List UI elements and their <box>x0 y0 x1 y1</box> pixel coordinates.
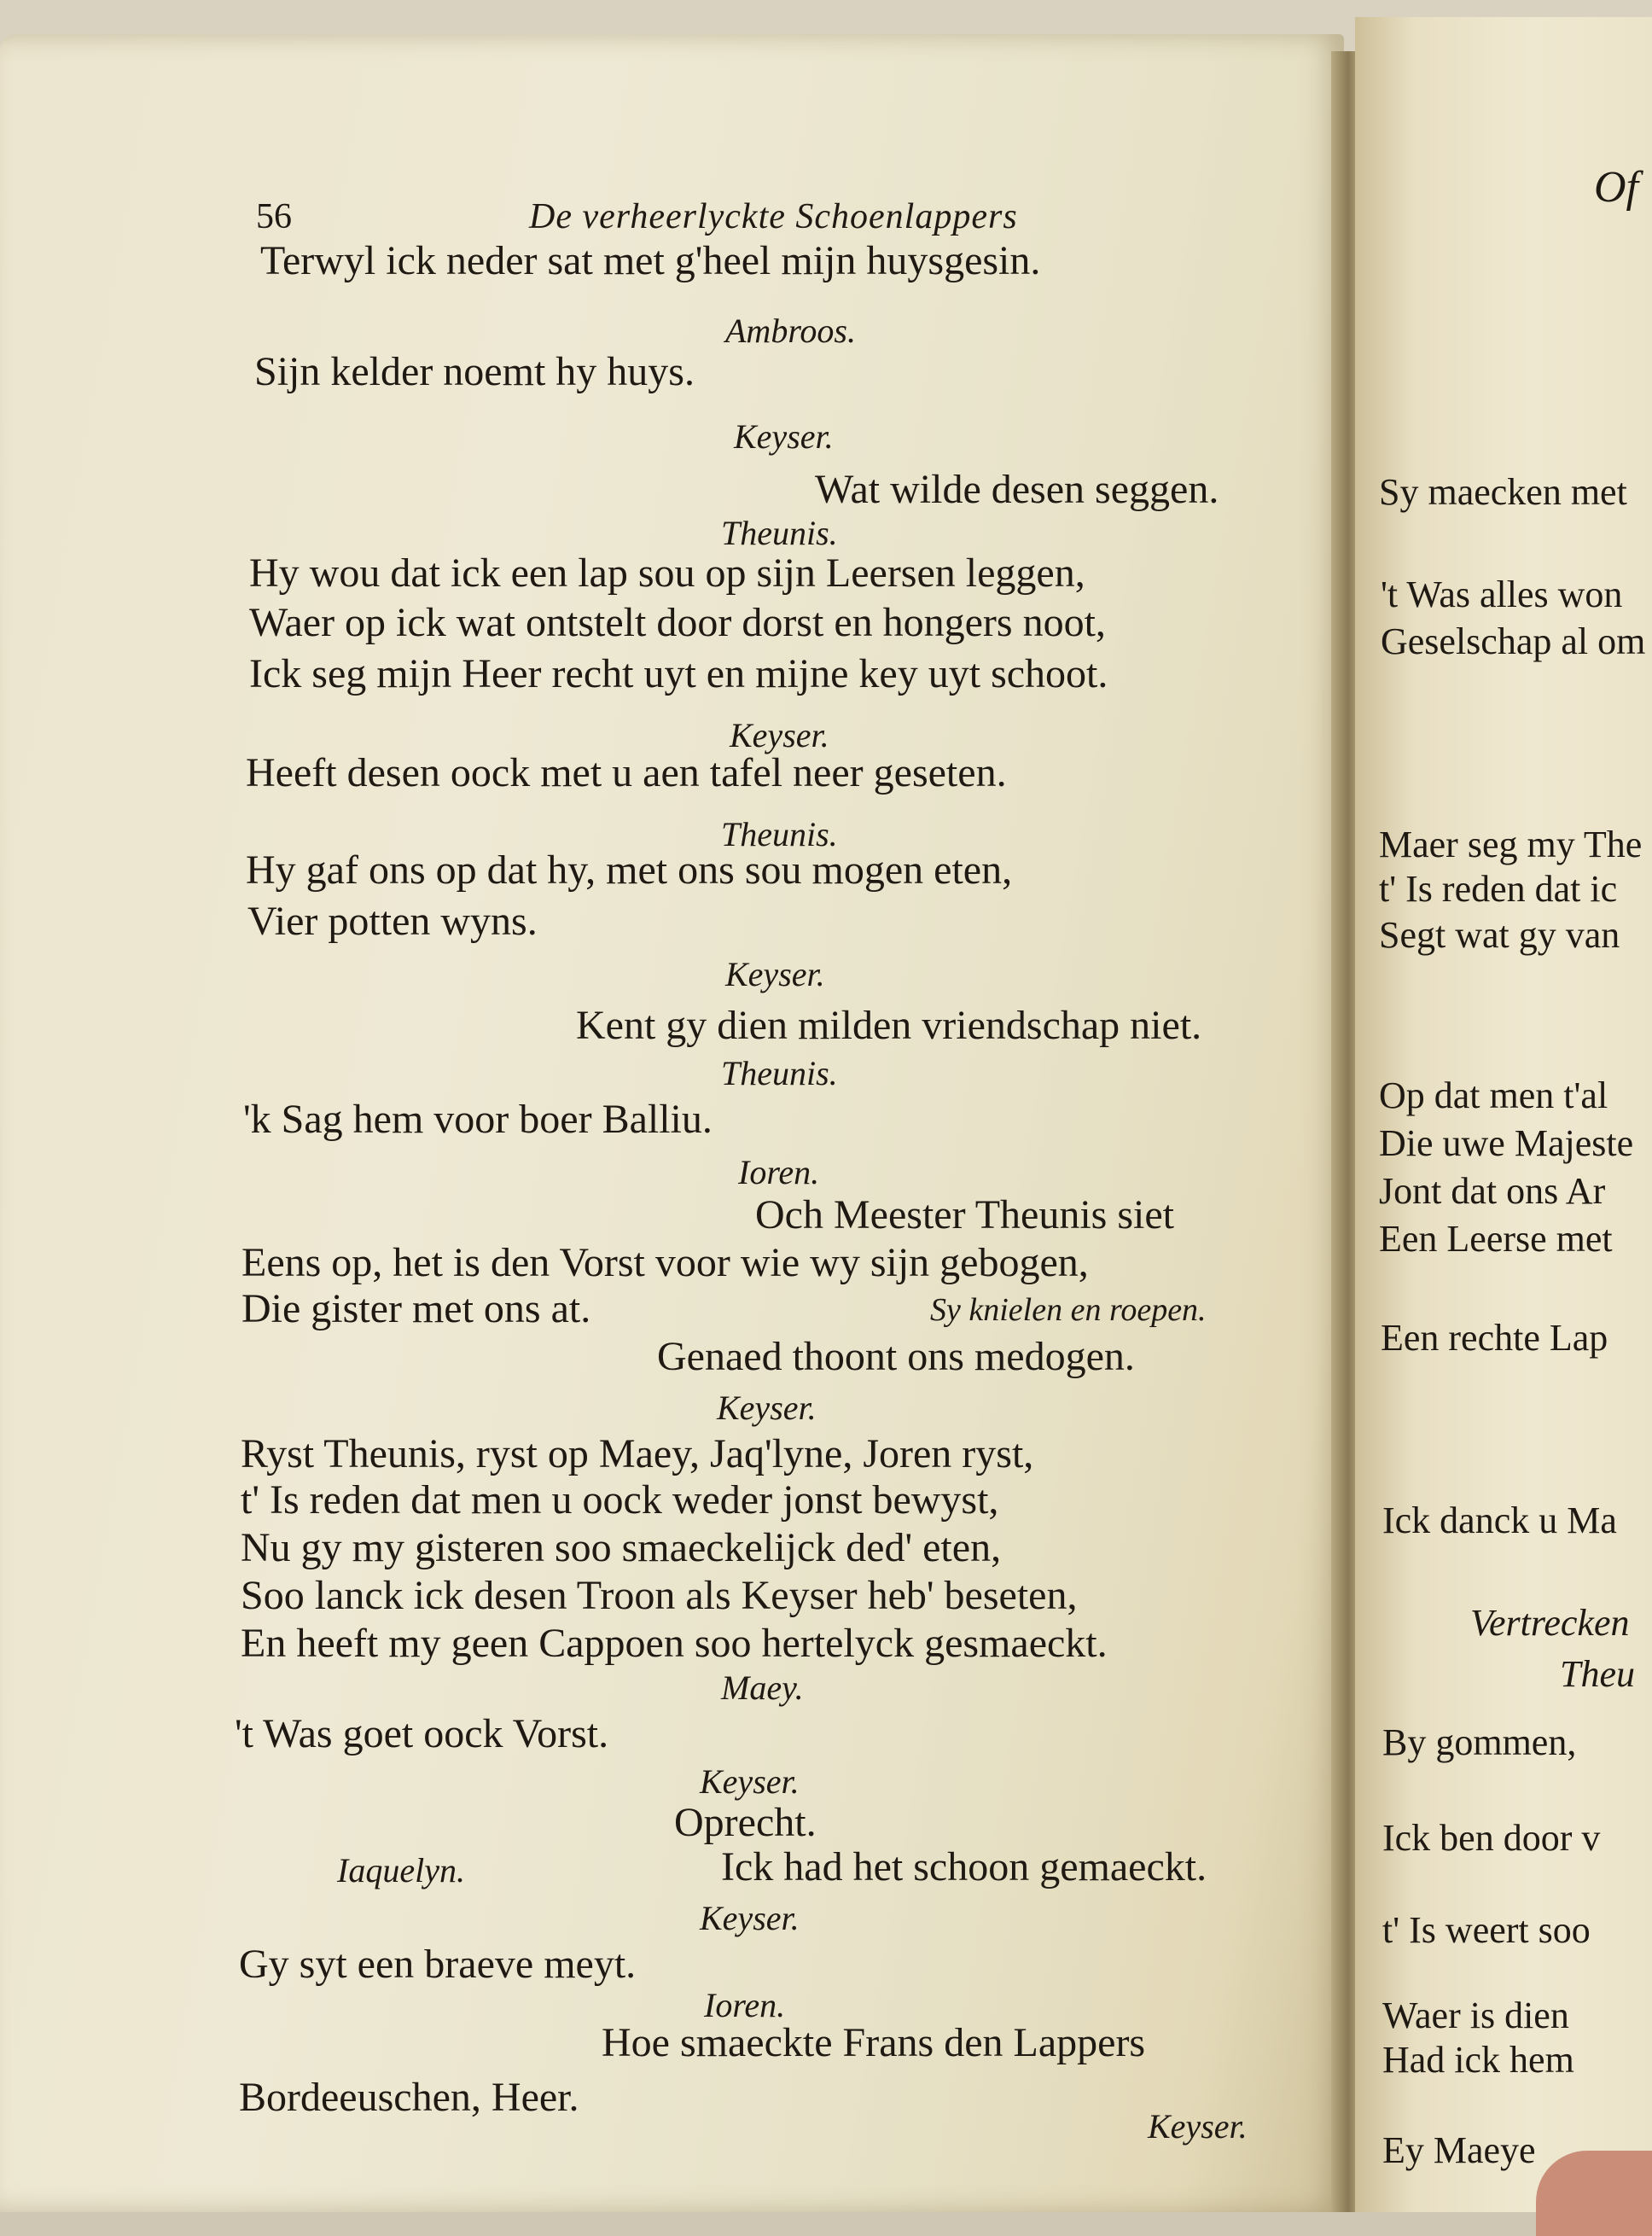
speaker-label: Theu <box>1560 1653 1635 1695</box>
verse-line: Vier potten wyns. <box>247 899 538 944</box>
verse-line: Nu gy my gisteren soo smaeckelijck ded' eten, <box>241 1525 1002 1570</box>
verse-line: Een rechte Lap <box>1381 1317 1608 1359</box>
speaker-label: Theunis. <box>721 1054 838 1092</box>
verse-line: 'k Sag hem voor boer Balliu. <box>243 1097 713 1142</box>
verse-line: 't Was goet oock Vorst. <box>235 1711 609 1756</box>
speaker-label: Keyser. <box>725 955 825 993</box>
verse-line: Sijn kelder noemt hy huys. <box>254 349 695 394</box>
catchword: Keyser. <box>1148 2107 1248 2146</box>
verse-line: Ick ben door v <box>1382 1817 1601 1859</box>
speaker-label: Ioren. <box>738 1153 820 1191</box>
verse-line: Segt wat gy van <box>1379 914 1620 956</box>
verse-line: Bordeeuschen, Heer. <box>239 2075 579 2120</box>
verse-line: Ryst Theunis, ryst op Maey, Jaq'lyne, Joren ryst, <box>241 1431 1034 1476</box>
verse-line: t' Is weert soo <box>1382 1909 1591 1951</box>
speaker-label: Ambroos. <box>725 312 856 350</box>
verse-line: Hy gaf ons op dat hy, met ons sou mogen eten, <box>246 847 1013 893</box>
verse-line: En heeft my geen Cappoen soo hertelyck gesmaeckt. <box>241 1621 1108 1666</box>
page-number: 56 <box>256 197 292 236</box>
verse-line: 't Was alles won <box>1381 574 1623 615</box>
verse-line: Terwyl ick neder sat met g'heel mijn huysgesin. <box>260 238 1041 283</box>
speaker-label: Theunis. <box>721 815 838 853</box>
verse-line: Genaed thoont ons medogen. <box>657 1334 1135 1379</box>
verse-line: Hoe smaeckte Frans den Lappers <box>602 2020 1146 2065</box>
right-page <box>1355 17 1652 2212</box>
running-title: De verheerlyckte Schoenlappers <box>529 197 1018 236</box>
stage-direction: Sy knielen en roepen. <box>930 1292 1207 1328</box>
speaker-label: Maey. <box>721 1668 804 1707</box>
verse-line: Heeft desen oock met u aen tafel neer geseten. <box>246 750 1007 795</box>
verse-line: Ick seg mijn Heer recht uyt en mijne key uyt schoot. <box>249 651 1108 696</box>
speaker-label: Keyser. <box>700 1899 800 1937</box>
verse-line: Waer is dien <box>1382 1994 1569 2036</box>
verse-line: Maer seg my The <box>1379 824 1643 865</box>
verse-line: Gy syt een braeve meyt. <box>239 1942 637 1987</box>
verse-line: Ey Maeye <box>1382 2129 1536 2171</box>
speaker-label: Keyser. <box>717 1389 817 1427</box>
verse-line: Oprecht. <box>674 1800 817 1845</box>
verse-line: Kent gy dien milden vriendschap niet. <box>576 1003 1202 1048</box>
verse-line: Hy wou dat ick een lap sou op sijn Leersen leggen, <box>249 550 1085 596</box>
verse-line: Ick danck u Ma <box>1382 1499 1617 1541</box>
verse-line: Wat wilde desen seggen. <box>815 467 1219 512</box>
verse-line: t' Is reden dat men u oock weder jonst bewyst, <box>241 1477 999 1523</box>
speaker-label: Keyser. <box>730 716 829 754</box>
verse-line: Ick had het schoon gemaeckt. <box>721 1844 1207 1890</box>
thumb <box>1536 2151 1652 2236</box>
verse-line: By gommen, <box>1382 1721 1577 1763</box>
verse-line: Waer op ick wat ontstelt door dorst en hongers noot, <box>249 600 1106 645</box>
speaker-label: Ioren. <box>704 1986 786 2024</box>
verse-line: Die gister met ons at. <box>241 1286 591 1331</box>
verse-line: Jont dat ons Ar <box>1379 1170 1606 1212</box>
verse-line: Och Meester Theunis siet <box>755 1192 1174 1237</box>
verse-line: Sy maecken met <box>1379 471 1627 513</box>
speaker-label: Iaquelyn. <box>337 1851 465 1890</box>
verse-line: Op dat men t'al <box>1379 1074 1608 1116</box>
verse-line: Een Leerse met <box>1379 1218 1613 1260</box>
speaker-label: Keyser. <box>734 417 834 456</box>
right-running-title: Of <box>1594 163 1638 212</box>
speaker-label: Keyser. <box>700 1762 800 1801</box>
verse-line: Had ick hem <box>1382 2039 1574 2081</box>
verse-line: Geselschap al om <box>1381 620 1646 662</box>
verse-line: t' Is reden dat ic <box>1379 868 1618 910</box>
stage-direction: Vertrecken <box>1470 1602 1630 1644</box>
verse-line: Eens op, het is den Vorst voor wie wy sijn gebogen, <box>241 1240 1089 1285</box>
speaker-label: Theunis. <box>721 514 838 552</box>
verse-line: Soo lanck ick desen Troon als Keyser heb' beseten, <box>241 1573 1078 1618</box>
verse-line: Die uwe Majeste <box>1379 1122 1634 1164</box>
